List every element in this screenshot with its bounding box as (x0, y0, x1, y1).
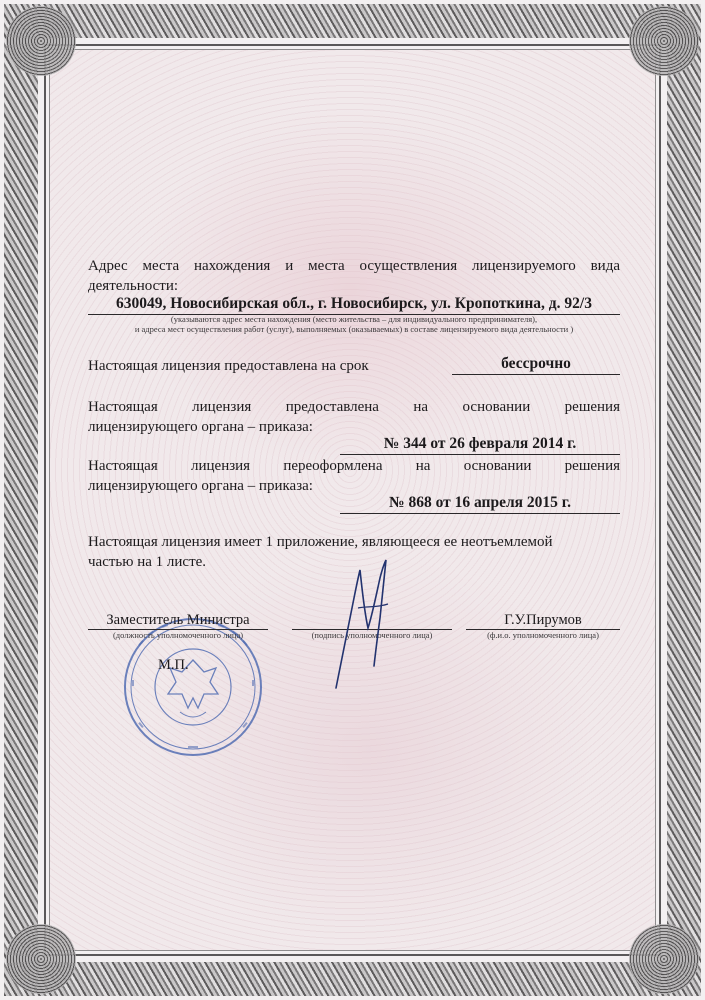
granted-order-value: № 344 от 26 февраля 2014 г. (340, 434, 620, 455)
corner-ornament-bottom-left (6, 924, 76, 994)
term-label: Настоящая лицензия предоставлена на срок (88, 358, 369, 374)
appendix-line2: частью на 1 листе. (88, 554, 207, 570)
granted-line2: лицензирующего органа – приказа: (88, 419, 313, 435)
appendix-line1: Настоящая лицензия имеет 1 приложение, являющееся ее неотъемлемой (88, 534, 553, 550)
address-label-line1: Адрес места нахождения и места осуществления лицензируемого вида (88, 258, 620, 274)
reissued-order-value: № 868 от 16 апреля 2015 г. (340, 493, 620, 514)
corner-ornament-top-right (629, 6, 699, 76)
address-note-line1: (указываются адрес места нахождения (место жительства – для индивидуального предпринимателя), (170, 314, 538, 324)
signer-position: Заместитель Министра (88, 611, 268, 630)
address-value: 630049, Новосибирская обл., г. Новосибирск, ул. Кропоткина, д. 92/3 (88, 294, 620, 315)
reissued-line1: Настоящая лицензия переоформлена на основании решения (88, 458, 620, 474)
granted-line1: Настоящая лицензия предоставлена на основании решения (88, 399, 620, 415)
term-value: бессрочно (452, 354, 620, 375)
reissued-line2: лицензирующего органа – приказа: (88, 478, 313, 494)
signature-caption: (подпись уполномоченного лица) (311, 630, 433, 640)
signer-name-caption: (ф.и.о. уполномоченного лица) (487, 630, 599, 640)
stamp-place-label: М.П. (158, 657, 189, 673)
signer-name: Г.У.Пирумов (466, 611, 620, 630)
corner-ornament-bottom-right (629, 924, 699, 994)
signer-position-caption: (должность уполномоченного лица) (112, 630, 244, 640)
address-note-line2: и адреса мест осуществления работ (услуг), выполняемых (оказываемых) в составе лицензируемого вида деятельности ) (134, 324, 574, 334)
corner-ornament-top-left (6, 6, 76, 76)
address-label-line2: деятельности: (88, 278, 179, 294)
handwritten-signature (318, 548, 418, 698)
